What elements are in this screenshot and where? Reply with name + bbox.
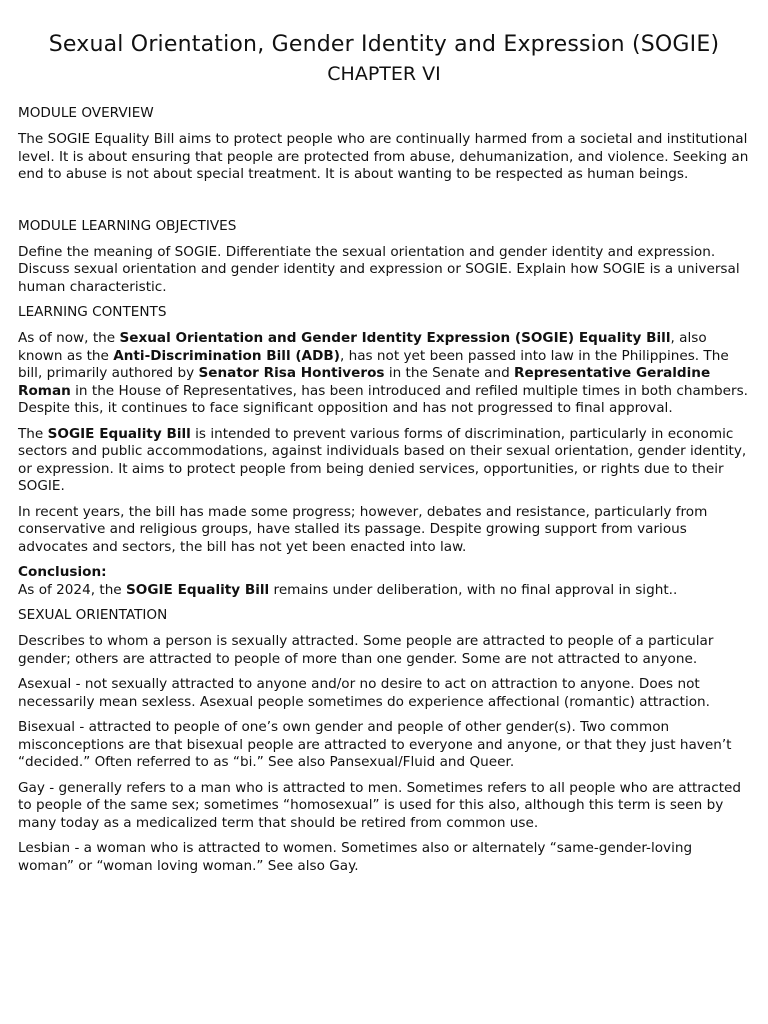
text-run: , also known as the: [18, 330, 707, 364]
conclusion-label: Conclusion:: [18, 564, 107, 580]
learning-contents-paragraph-1: [18, 330, 750, 418]
document-title: Sexual Orientation, Gender Identity and Expression (SOGIE): [48, 32, 720, 57]
learning-contents-heading: LEARNING CONTENTS: [18, 304, 167, 320]
bill-name: SOGIE Equality Bill: [47, 425, 191, 442]
text-run: is intended to prevent various forms of discrimination, particularly in economic sectors and public accommodations, against individuals based on their sexual orientation, gender identity, or expression. It aims to protect people from being denied services, opportunities, or rights due to their SOGIE.: [18, 425, 747, 494]
learning-contents-paragraph-2: [18, 426, 750, 496]
representative-name: Representative Geraldine Roman: [18, 365, 711, 399]
text-run: , has not yet been passed into law in the Philippines. The bill, primarily authored by: [18, 347, 729, 381]
bill-name: Sexual Orientation and Gender Identity Expression (SOGIE) Equality Bill: [119, 330, 671, 346]
learning-objectives-text: Define the meaning of SOGIE. Differentiate the sexual orientation and gender identity and expression. Discuss sexual orientation and gender identity and expression or SOGIE. Explain how SOGIE is a universal human characteristic.: [18, 243, 740, 295]
text-run: in the Senate and: [384, 365, 515, 381]
definition-bisexual: Bisexual - attracted to people of one’s own gender and people of other gender(s). Two common misconceptions are that bisexual people are attracted to everyone and anyone, or that they just haven’t “decided.” Often referred to as “bi.” See also Pansexual/Fluid and Queer.: [18, 719, 732, 770]
bill-alias: Anti-Discrimination Bill (ADB): [113, 347, 340, 364]
chapter-label: CHAPTER VI: [327, 63, 441, 85]
text-run: in the House of Representatives, has been introduced and refiled multiple times in both chambers. Despite this, it continues to face significant opposition and has not progressed to final approval.: [18, 382, 748, 416]
conclusion-paragraph: [18, 564, 750, 599]
spacer: [18, 192, 750, 218]
learning-objectives-heading: MODULE LEARNING OBJECTIVES: [18, 217, 237, 234]
text-run: remains under deliberation, with no final approval in sight..: [269, 581, 678, 598]
module-overview-text: The SOGIE Equality Bill aims to protect people who are continually harmed from a societal and institutional level. It is about ensuring that people are protected from abuse, dehumanization, and violence. Seeking an end to abuse is not about special treatment. It is about wanting to be respected as human beings.: [18, 131, 749, 182]
text-run: The: [18, 425, 48, 442]
definition-asexual: Asexual - not sexually attracted to anyone and/or no desire to act on attraction to anyone. Does not necessarily mean sexless. Asexual people sometimes do experience affectional (romantic) attraction.: [18, 676, 710, 710]
definition-lesbian: Lesbian - a woman who is attracted to women. Sometimes also or alternately “same-gender-loving woman” or “woman loving woman.” See also Gay.: [18, 840, 693, 874]
definition-gay: Gay - generally refers to a man who is attracted to men. Sometimes refers to all people who are attracted to people of the same sex; sometimes “homosexual” is used for this also, although this term is seen by many today as a medicalized term that should be retired from common use.: [18, 779, 742, 831]
sexual-orientation-heading: SEXUAL ORIENTATION: [18, 607, 168, 623]
bill-name: SOGIE Equality Bill: [126, 581, 270, 598]
text-run: As of now, the: [18, 330, 120, 346]
senator-name: Senator Risa Hontiveros: [198, 365, 385, 381]
learning-contents-paragraph-3: In recent years, the bill has made some progress; however, debates and resistance, particularly from conservative and religious groups, have stalled its passage. Despite growing support from various advocates and sectors, the bill has not yet been enacted into law.: [18, 503, 708, 555]
sexual-orientation-intro: Describes to whom a person is sexually attracted. Some people are attracted to people of a particular gender; others are attracted to people of more than one gender. Some are not attracted to anyone.: [18, 633, 714, 667]
module-overview-heading: MODULE OVERVIEW: [18, 105, 154, 121]
text-run: As of 2024, the: [18, 581, 126, 598]
